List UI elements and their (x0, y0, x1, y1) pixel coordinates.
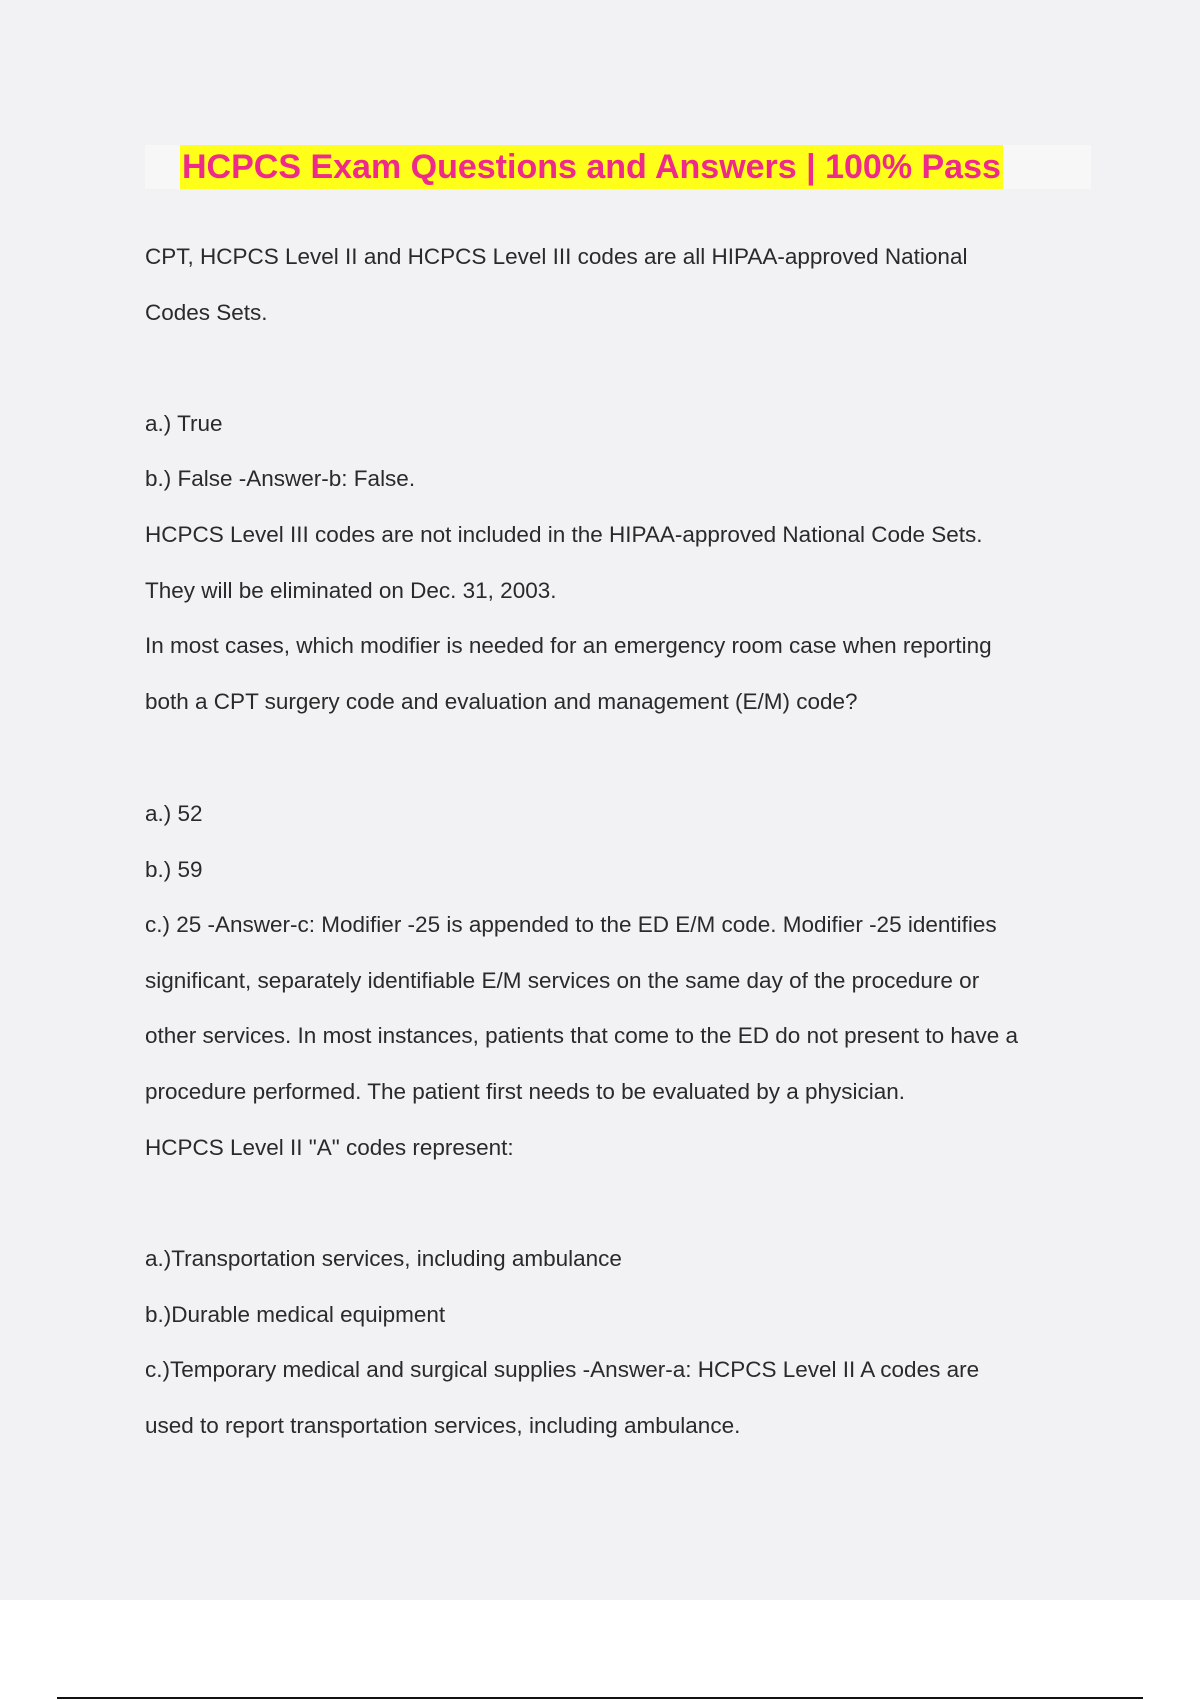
answer-1-explanation-line-2: They will be eliminated on Dec. 31, 2003. (145, 578, 557, 603)
question-2-line-2: both a CPT surgery code and evaluation and management (E/M) code? (145, 689, 858, 714)
question-3-option-c-answer: c.)Temporary medical and surgical supplies -Answer-a: HCPCS Level II A codes are (145, 1357, 980, 1382)
question-3-option-a: a.)Transportation services, including ambulance (145, 1246, 622, 1271)
question-3-line-1: HCPCS Level II "A" codes represent: (145, 1135, 514, 1160)
question-2-option-a: a.) 52 (145, 801, 203, 826)
answer-3-explanation-line-1: used to report transportation services, including ambulance. (145, 1413, 741, 1438)
question-1-option-b-answer: b.) False -Answer-b: False. (145, 466, 416, 491)
answer-2-explanation-line-3: procedure performed. The patient first needs to be evaluated by a physician. (145, 1079, 906, 1104)
document-title: HCPCS Exam Questions and Answers | 100% Pass (180, 145, 1003, 189)
question-1-line-1: CPT, HCPCS Level II and HCPCS Level III codes are all HIPAA-approved National (145, 244, 968, 269)
page-bottom-divider (57, 1697, 1143, 1699)
question-1-option-a: a.) True (145, 411, 223, 436)
answer-2-explanation-line-2: other services. In most instances, patients that come to the ED do not present to have a (145, 1023, 1018, 1048)
question-2-option-c-answer: c.) 25 -Answer-c: Modifier -25 is appended to the ED E/M code. Modifier -25 identifies (145, 912, 997, 937)
question-1-line-2: Codes Sets. (145, 300, 268, 325)
question-3-option-b: b.)Durable medical equipment (145, 1302, 446, 1327)
answer-2-explanation-line-1: significant, separately identifiable E/M services on the same day of the procedure or (145, 968, 980, 993)
answer-1-explanation-line-1: HCPCS Level III codes are not included in the HIPAA-approved National Code Sets. (145, 522, 983, 547)
question-2-line-1: In most cases, which modifier is needed for an emergency room case when reporting (145, 633, 992, 658)
question-2-option-b: b.) 59 (145, 857, 203, 882)
